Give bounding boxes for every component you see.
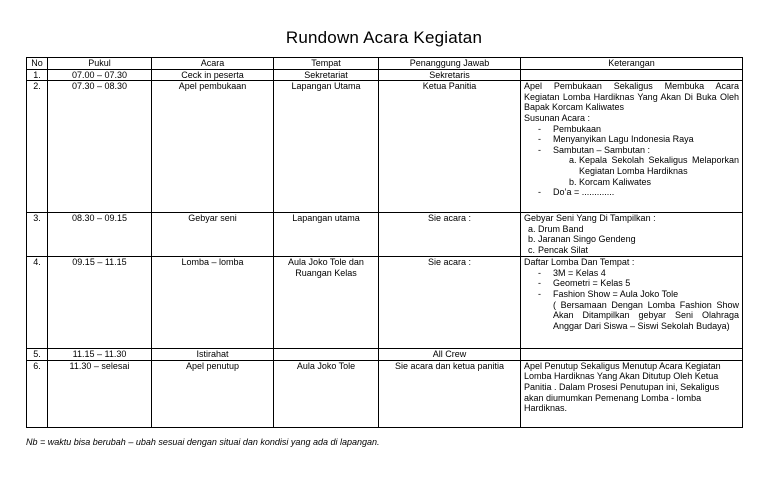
list-marker: a. [528,223,536,234]
cell-tempat: Sekretariat [274,69,379,81]
list-item-text: Korcam Kaliwates [579,176,652,187]
list-item-note: ( Bersamaan Dengan Lomba Fashion Show Akan Ditampilkan gebyar Seni Olahraga Anggar Dari Siswa – Siswi Sekolah Budaya) [553,299,739,331]
cell-penanggung-jawab: Ketua Panitia [379,81,521,213]
list-item [538,289,739,331]
cell-tempat: Lapangan Utama [274,81,379,213]
table-row [27,349,743,361]
cell-pukul: 09.15 – 11.15 [48,257,152,349]
cell-keterangan: Apel Penutup Sekaligus Menutup Acara Kegiatan Lomba Hardiknas Yang Akan Ditutup Oleh Ketua Panitia . Dalam Prosesi Penutupan ini, Sekaligus akan diumumkan Pemenang Lomba - lomba Hardiknas. [521,360,743,427]
cell-keterangan [521,257,743,349]
list-marker: c. [528,244,536,255]
cell-keterangan [521,349,743,361]
cell-pukul: 07.30 – 08.30 [48,81,152,213]
cell-pukul: 07.00 – 07.30 [48,69,152,81]
table-row [27,213,743,257]
keterangan-intro: Apel Pembukaan Sekaligus Membuka Acara Kegiatan Lomba Hardiknas Yang Akan Di Buka Oleh Bapak Korcam Kaliwates [524,81,739,113]
header-penanggung-jawab: Penanggung Jawab [379,58,521,70]
list-item: - Geometri = Kelas 5 [538,278,739,289]
cell-no: 3. [27,213,48,257]
page-title: Rundown Acara Kegiatan [285,28,483,47]
header-keterangan: Keterangan [521,58,743,70]
keterangan-subtitle: Susunan Acara : [524,112,591,123]
list-item-text: Pencak Silat [538,244,589,255]
gebyar-list [524,224,739,256]
cell-keterangan [521,69,743,81]
tempat-line: Aula Joko Tole dan [288,257,364,268]
cell-penanggung-jawab: Sekretaris [379,69,521,81]
list-item [569,155,739,176]
cell-tempat: Aula Joko Tole [274,360,379,427]
sambutan-list [553,155,739,187]
header-tempat: Tempat [274,58,379,70]
rundown-table [26,57,743,428]
list-marker: b. [528,234,536,245]
table-header-row [27,58,743,70]
list-item-label: Sambutan – Sambutan : [553,144,651,155]
tempat-line: Ruangan Kelas [295,267,357,278]
cell-tempat [274,349,379,361]
list-item [569,177,739,188]
cell-no: 2. [27,81,48,213]
list-marker: a. [569,155,577,166]
list-item: - Do’a = ............. [538,187,739,198]
keterangan-intro: Daftar Lomba Dan Tempat : [524,257,635,268]
list-item [528,245,739,256]
cell-keterangan [521,81,743,213]
list-item-text: Kepala Sekolah Sekaligus Melaporkan Kegiatan Lomba Hardiknas [579,155,739,176]
header-pukul: Pukul [48,58,152,70]
list-item: - 3M = Kelas 4 [538,268,739,279]
cell-no: 5. [27,349,48,361]
cell-tempat [274,257,379,349]
cell-acara: Apel penutup [152,360,274,427]
cell-no: 1. [27,69,48,81]
lomba-list [524,268,739,332]
cell-penanggung-jawab: All Crew [379,349,521,361]
table-row [27,257,743,349]
list-item-text: Jaranan Singo Gendeng [538,234,636,245]
cell-tempat: Lapangan utama [274,213,379,257]
cell-no: 6. [27,360,48,427]
table-row [27,81,743,213]
cell-penanggung-jawab: Sie acara dan ketua panitia [379,360,521,427]
list-item [538,145,739,187]
cell-penanggung-jawab: Sie acara : [379,213,521,257]
cell-pukul: 11.15 – 11.30 [48,349,152,361]
list-item [528,234,739,245]
cell-penanggung-jawab: Sie acara : [379,257,521,349]
cell-pukul: 08.30 – 09.15 [48,213,152,257]
list-item: - Pembukaan [538,124,739,135]
table-row [27,69,743,81]
cell-acara: Lomba – lomba [152,257,274,349]
list-item: - Menyanyikan Lagu Indonesia Raya [538,134,739,145]
footnote: Nb = waktu bisa berubah – ubah sesuai dengan situai dan kondisi yang ada di lapangan. [26,437,380,447]
cell-acara: Ceck in peserta [152,69,274,81]
cell-keterangan [521,213,743,257]
header-no: No [27,58,48,70]
header-acara: Acara [152,58,274,70]
cell-acara: Gebyar seni [152,213,274,257]
cell-acara: Apel pembukaan [152,81,274,213]
cell-pukul: 11.30 – selesai [48,360,152,427]
agenda-list [524,124,739,198]
list-marker: b. [569,176,577,187]
list-item-text: Drum Band [538,223,584,234]
table-row [27,360,743,427]
list-item [528,224,739,235]
cell-no: 4. [27,257,48,349]
keterangan-intro: Gebyar Seni Yang Di Tampilkan : [524,213,656,224]
cell-acara: Istirahat [152,349,274,361]
list-item-label: - Fashion Show = Aula Joko Tole [553,288,679,299]
